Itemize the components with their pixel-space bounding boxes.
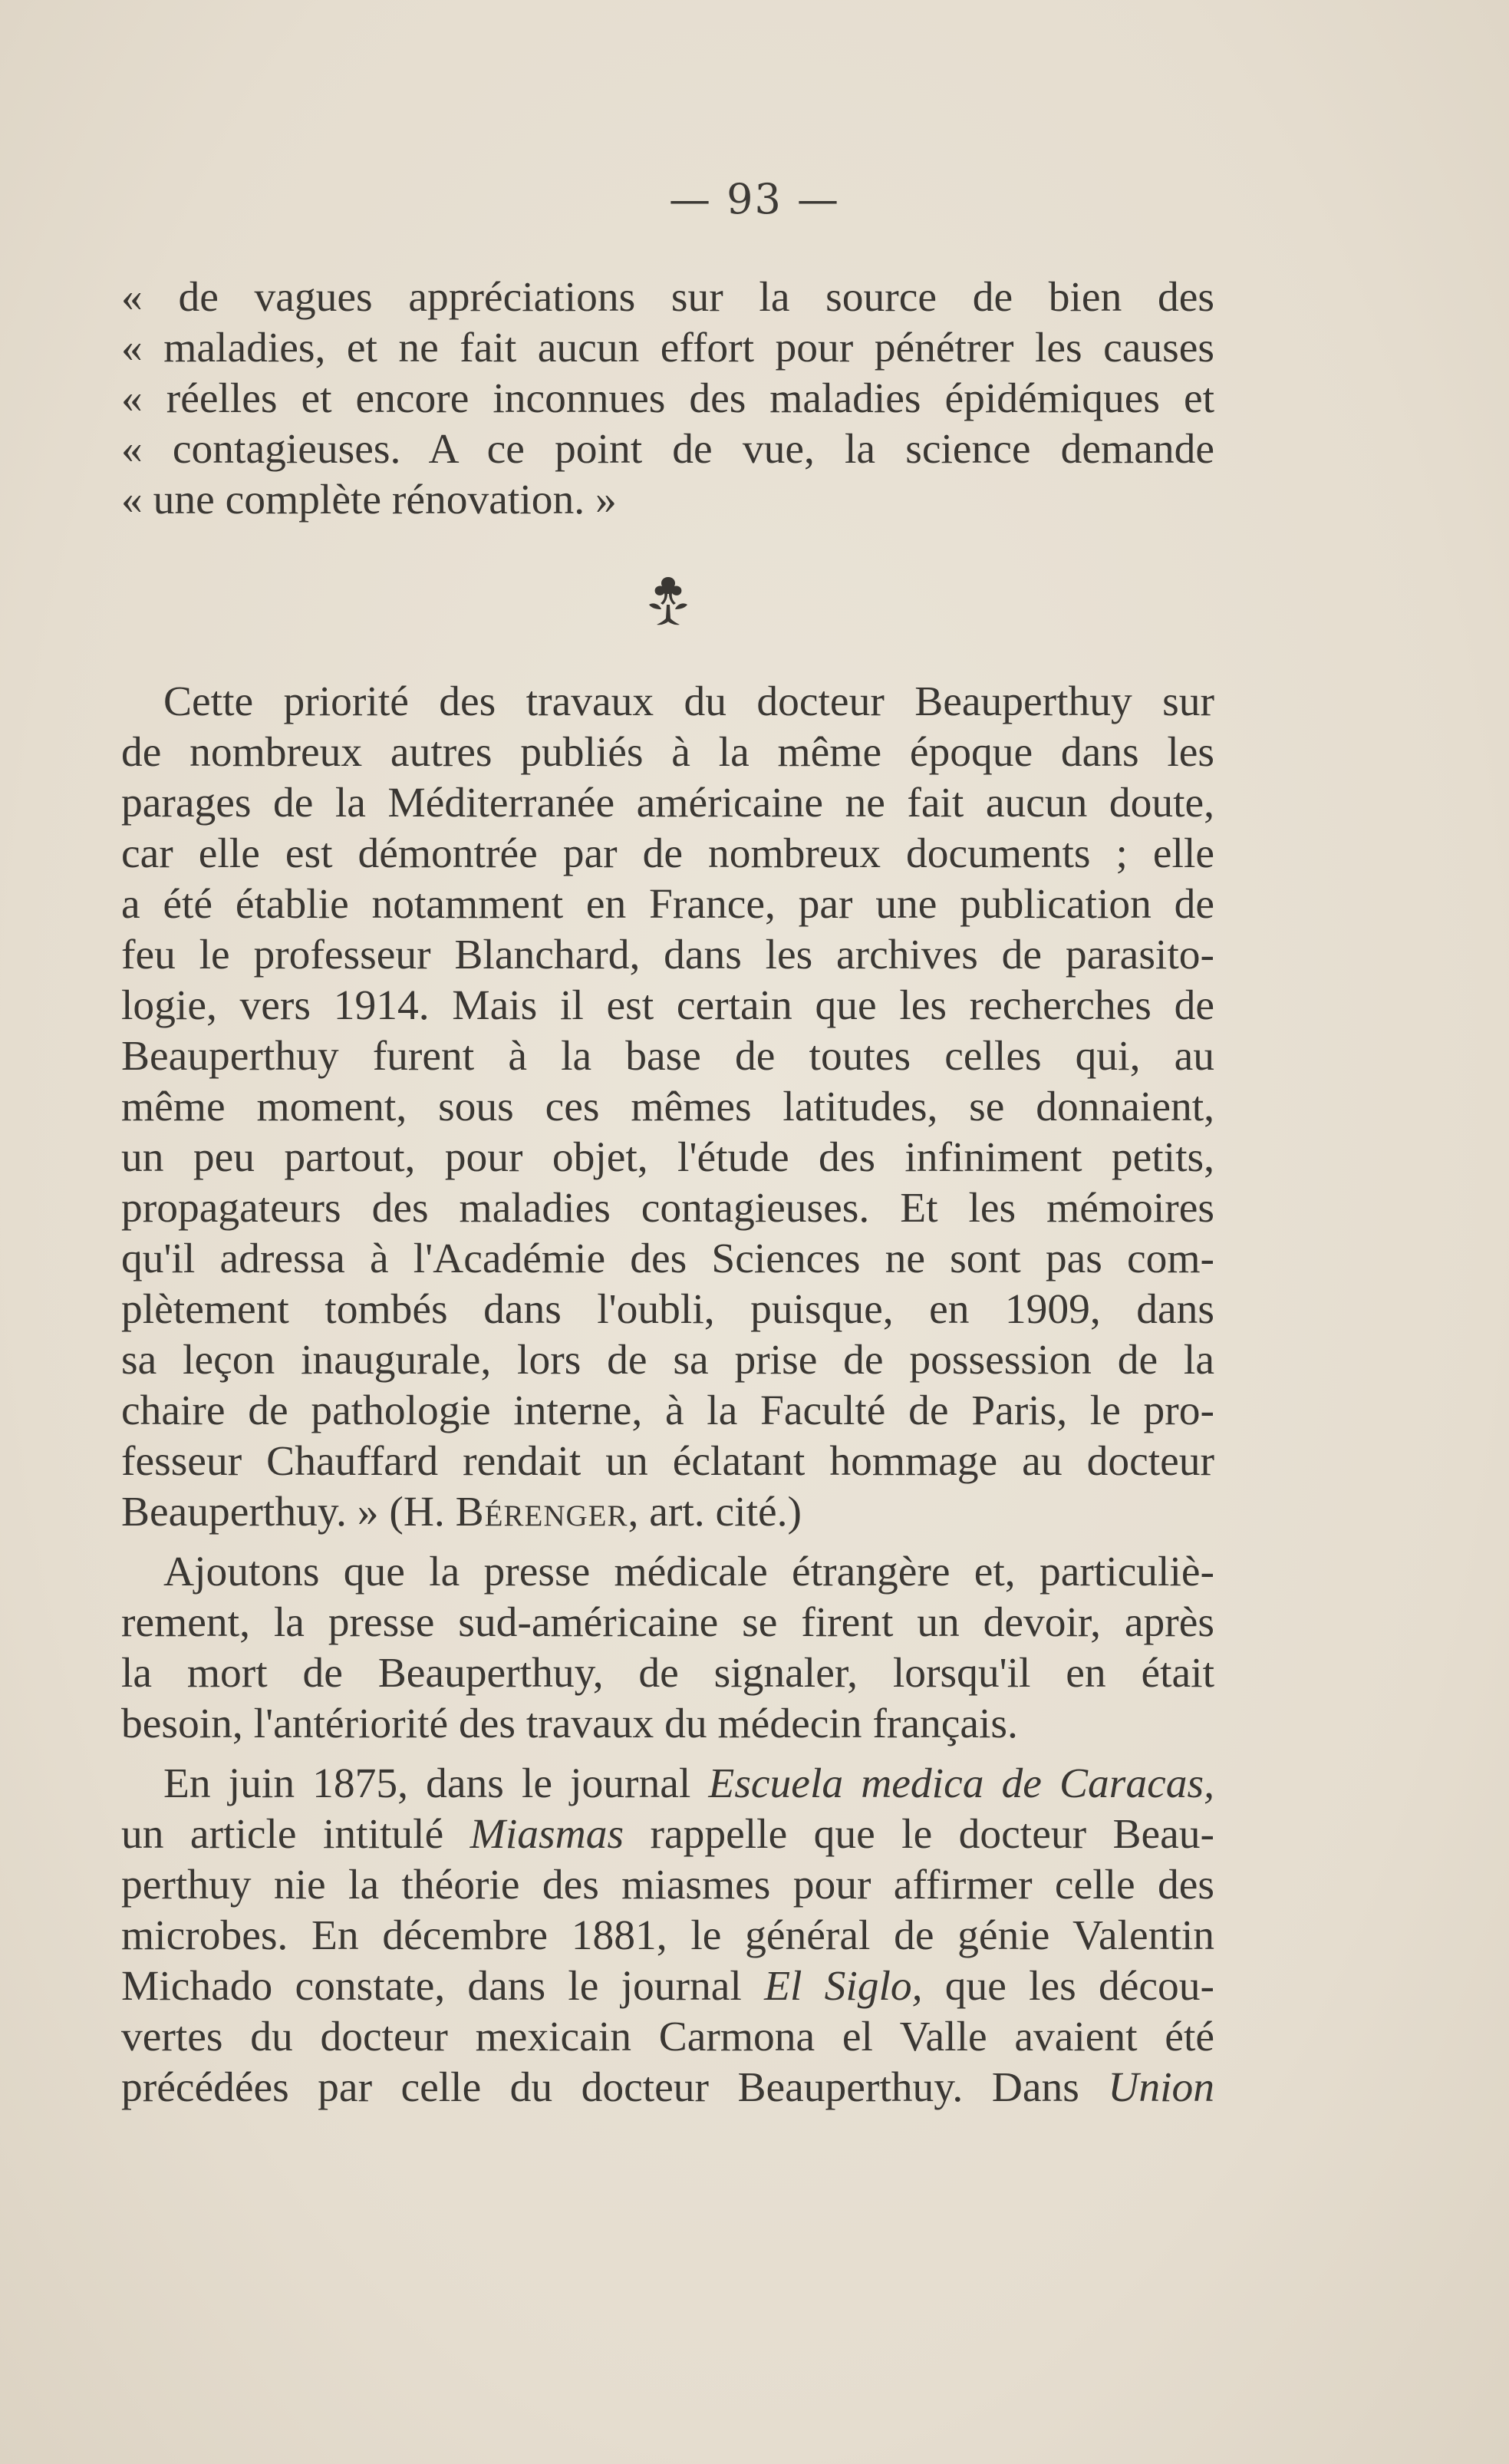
quote-line: « contagieuses. A ce point de vue, la science demande bbox=[121, 426, 1214, 473]
paragraph bbox=[121, 677, 1214, 1538]
text-line bbox=[121, 1809, 1214, 1860]
journal-title: Union bbox=[1108, 2064, 1214, 2111]
quote-line: « maladies, et ne fait aucun effort pour pénétrer les causes bbox=[121, 325, 1214, 371]
text-line: Ajoutons que la presse médicale étrangère et, particuliè- bbox=[163, 1549, 1214, 1595]
text-line: besoin, l'antériorité des travaux du médecin français. bbox=[121, 1700, 1018, 1747]
body-text bbox=[121, 677, 1214, 2113]
text-line bbox=[121, 1961, 1214, 2012]
text-line: la mort de Beauperthuy, de signaler, lorsqu'il en était bbox=[121, 1650, 1214, 1697]
citation-text: , art. cité.) bbox=[628, 1489, 802, 1535]
text-line bbox=[121, 2063, 1214, 2113]
citation-author: Bérenger bbox=[455, 1489, 628, 1535]
text-run: précédées par celle du docteur Beauperthuy. Dans bbox=[121, 2064, 1109, 2111]
text-line: car elle est démontrée par de nombreux documents ; elle bbox=[121, 830, 1214, 877]
text-line: feu le professeur Blanchard, dans les archives de parasito- bbox=[121, 932, 1214, 978]
quote-line: « réelles et encore inconnues des maladies épidémiques et bbox=[121, 375, 1214, 422]
text-line: sa leçon inaugurale, lors de sa prise de possession de la bbox=[121, 1337, 1214, 1384]
text-line: microbes. En décembre 1881, le général de génie Valentin bbox=[121, 1912, 1214, 1959]
text-line: un peu partout, pour objet, l'étude des infiniment petits, bbox=[121, 1134, 1214, 1181]
text-run: un article intitulé bbox=[121, 1811, 470, 1858]
text-line bbox=[121, 1759, 1214, 1809]
text-line: rement, la presse sud-américaine se firent un devoir, après bbox=[121, 1599, 1214, 1646]
citation-text: Beauperthuy. » (H. bbox=[121, 1489, 456, 1535]
page-number: — 93 — bbox=[668, 175, 841, 223]
text-run: En juin 1875, dans le journal bbox=[163, 1760, 709, 1807]
text-line: fesseur Chauffard rendait un éclatant hommage au docteur bbox=[121, 1438, 1214, 1485]
paragraph bbox=[121, 1547, 1214, 1750]
text-run: Michado constate, dans le journal bbox=[121, 1963, 765, 2010]
quote-continuation bbox=[121, 272, 1214, 526]
journal-title: El Siglo, bbox=[764, 1963, 923, 2010]
text-line: qu'il adressa à l'Académie des Sciences ne sont pas com- bbox=[121, 1235, 1214, 1282]
article-title: Miasmas bbox=[470, 1811, 624, 1858]
text-line: propagateurs des maladies contagieuses. Et les mémoires bbox=[121, 1185, 1214, 1232]
quote-line: « une complète rénovation. » bbox=[121, 477, 617, 523]
text-line: plètement tombés dans l'oubli, puisque, en 1909, dans bbox=[121, 1286, 1214, 1333]
text-line: Cette priorité des travaux du docteur Beauperthuy sur bbox=[163, 678, 1214, 725]
text-line bbox=[121, 1487, 1214, 1538]
text-line: a été établie notamment en France, par une publication de bbox=[121, 881, 1214, 928]
journal-title: Escuela medica de Caracas, bbox=[708, 1760, 1215, 1807]
text-run: rappelle que le docteur Beau- bbox=[624, 1811, 1214, 1858]
text-line: même moment, sous ces mêmes latitudes, se donnaient, bbox=[121, 1084, 1214, 1130]
text-line: chaire de pathologie interne, à la Faculté de Paris, le pro- bbox=[121, 1387, 1214, 1434]
paragraph bbox=[121, 1759, 1214, 2113]
text-line: logie, vers 1914. Mais il est certain que les recherches de bbox=[121, 982, 1214, 1029]
text-run: que les décou- bbox=[922, 1963, 1214, 2010]
text-line: vertes du docteur mexicain Carmona el Valle avaient été bbox=[121, 2014, 1214, 2060]
quote-line: « de vagues appréciations sur la source de bien des bbox=[121, 274, 1214, 321]
text-line: de nombreux autres publiés à la même époque dans les bbox=[121, 729, 1214, 776]
text-line: perthuy nie la théorie des miasmes pour affirmer celle des bbox=[121, 1862, 1214, 1908]
fleuron-icon bbox=[641, 574, 695, 629]
text-line: parages de la Méditerranée américaine ne fait aucun doute, bbox=[121, 780, 1214, 826]
text-line: Beauperthuy furent à la base de toutes celles qui, au bbox=[121, 1033, 1214, 1080]
